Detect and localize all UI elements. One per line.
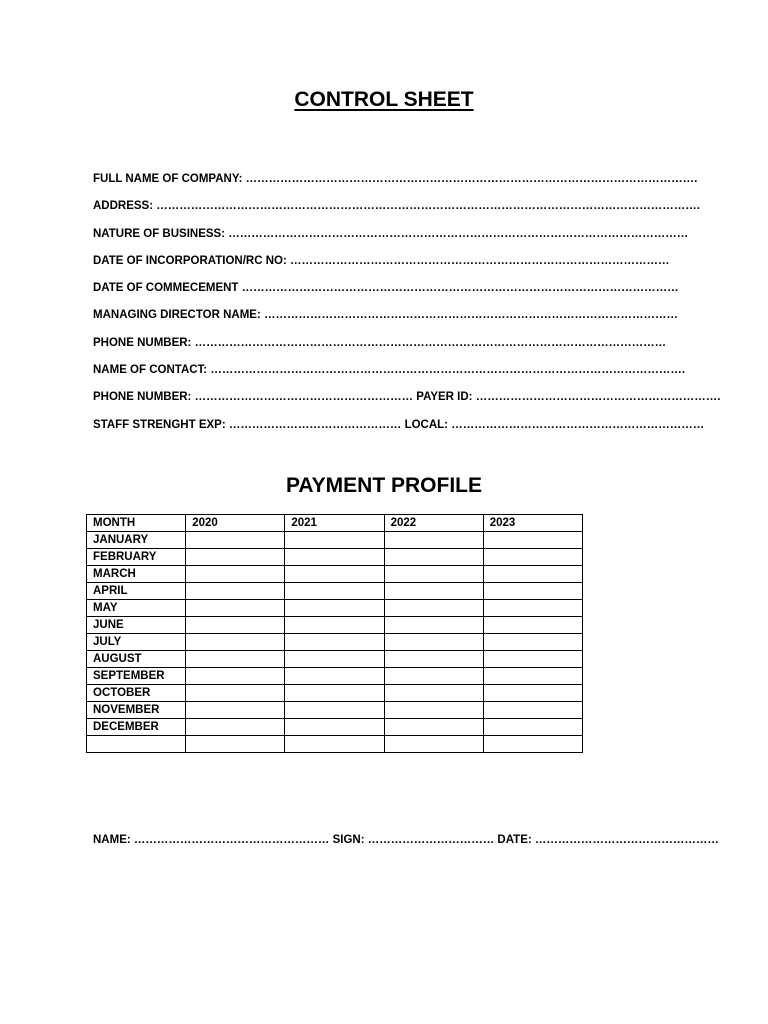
page-title (0, 88, 768, 112)
payment-cell[interactable] (384, 702, 483, 719)
payment-cell[interactable] (186, 532, 285, 549)
payment-cell[interactable] (285, 532, 384, 549)
payment-cell[interactable] (384, 549, 483, 566)
payment-cell[interactable] (186, 668, 285, 685)
month-cell (87, 736, 186, 753)
month-cell: JULY (87, 634, 186, 651)
payment-cell[interactable] (483, 617, 582, 634)
table-row (87, 702, 583, 719)
table-row (87, 719, 583, 736)
payment-cell[interactable] (483, 736, 582, 753)
payment-cell[interactable] (384, 651, 483, 668)
field-address: ADDRESS: ……………………………………………………………………………………………………………………………. (93, 200, 700, 213)
table-row (87, 600, 583, 617)
table-row (87, 685, 583, 702)
field-contact-phone-payer-id: PHONE NUMBER: ………………………………………………… PAYER ID: ………………………………………………………. (93, 391, 721, 404)
signature-line: NAME: …………………………………………… SIGN: …………………………… DATE: ………………………………………… (93, 834, 719, 846)
field-full-name-of-company: FULL NAME OF COMPANY: ………………………………………………………………………………………………………. (93, 173, 698, 185)
month-cell: AUGUST (87, 651, 186, 668)
payment-cell[interactable] (483, 719, 582, 736)
payment-cell[interactable] (186, 736, 285, 753)
table-row (87, 566, 583, 583)
payment-cell[interactable] (285, 651, 384, 668)
table-row (87, 549, 583, 566)
column-header: 2021 (285, 515, 384, 532)
payment-cell[interactable] (483, 651, 582, 668)
table-row (87, 617, 583, 634)
payment-cell[interactable] (384, 719, 483, 736)
payment-cell[interactable] (483, 702, 582, 719)
field-managing-director-name: MANAGING DIRECTOR NAME: ……………………………………………………………………………………………… (93, 309, 679, 322)
field-name-of-contact: NAME OF CONTACT: ……………………………………………………………………………………………………………. (93, 364, 686, 377)
page-title-text: CONTROL SHEET (294, 88, 474, 111)
table-row (87, 736, 583, 753)
field-staff-strength: STAFF STRENGHT EXP: ……………………………………… LOCAL: ………………………………………………………… (93, 418, 705, 431)
payment-cell[interactable] (384, 668, 483, 685)
payment-cell[interactable] (186, 651, 285, 668)
month-cell: DECEMBER (87, 719, 186, 736)
payment-cell[interactable] (285, 736, 384, 753)
payment-cell[interactable] (285, 702, 384, 719)
month-cell: MAY (87, 600, 186, 617)
table-row (87, 583, 583, 600)
payment-cell[interactable] (186, 617, 285, 634)
table-row (87, 668, 583, 685)
table-row (87, 634, 583, 651)
payment-cell[interactable] (384, 617, 483, 634)
field-nature-of-business: NATURE OF BUSINESS: ………………………………………………………………………………………………………… (93, 227, 689, 240)
month-cell: SEPTEMBER (87, 668, 186, 685)
payment-cell[interactable] (186, 566, 285, 583)
column-header: 2023 (483, 515, 582, 532)
column-header: 2020 (186, 515, 285, 532)
payment-cell[interactable] (186, 719, 285, 736)
field-phone-number: PHONE NUMBER: …………………………………………………………………………………………………………… (93, 336, 667, 349)
payment-cell[interactable] (483, 583, 582, 600)
month-cell: NOVEMBER (87, 702, 186, 719)
payment-cell[interactable] (384, 583, 483, 600)
month-cell: JANUARY (87, 532, 186, 549)
payment-cell[interactable] (186, 549, 285, 566)
table-header-row (87, 515, 583, 532)
payment-cell[interactable] (285, 685, 384, 702)
payment-cell[interactable] (285, 719, 384, 736)
payment-cell[interactable] (384, 634, 483, 651)
month-cell: FEBRUARY (87, 549, 186, 566)
payment-profile-title: PAYMENT PROFILE (285, 474, 483, 497)
payment-cell[interactable] (285, 634, 384, 651)
payment-cell[interactable] (483, 549, 582, 566)
payment-cell[interactable] (483, 532, 582, 549)
payment-cell[interactable] (483, 685, 582, 702)
field-date-of-commencement: DATE OF COMMECEMENT …………………………………………………………………………………………………… (93, 282, 679, 295)
month-cell: OCTOBER (87, 685, 186, 702)
payment-cell[interactable] (384, 600, 483, 617)
payment-cell[interactable] (483, 566, 582, 583)
field-date-of-incorporation: DATE OF INCORPORATION/RC NO: ……………………………………………………………………………………… (93, 254, 670, 267)
payment-cell[interactable] (384, 566, 483, 583)
payment-cell[interactable] (483, 634, 582, 651)
payment-cell[interactable] (384, 685, 483, 702)
payment-cell[interactable] (483, 668, 582, 685)
payment-cell[interactable] (186, 634, 285, 651)
payment-cell[interactable] (483, 600, 582, 617)
table-row (87, 532, 583, 549)
company-details (93, 171, 721, 444)
payment-cell[interactable] (285, 549, 384, 566)
payment-cell[interactable] (384, 532, 483, 549)
column-header: 2022 (384, 515, 483, 532)
table-row (87, 651, 583, 668)
month-cell: JUNE (87, 617, 186, 634)
payment-cell[interactable] (285, 566, 384, 583)
payment-profile-table (86, 514, 583, 753)
column-header: MONTH (87, 515, 186, 532)
month-cell: MARCH (87, 566, 186, 583)
payment-cell[interactable] (285, 600, 384, 617)
payment-cell[interactable] (186, 702, 285, 719)
payment-cell[interactable] (285, 583, 384, 600)
table-body (87, 532, 583, 753)
payment-cell[interactable] (285, 668, 384, 685)
payment-cell[interactable] (384, 736, 483, 753)
month-cell: APRIL (87, 583, 186, 600)
payment-cell[interactable] (186, 600, 285, 617)
payment-cell[interactable] (285, 617, 384, 634)
payment-cell[interactable] (186, 583, 285, 600)
payment-cell[interactable] (186, 685, 285, 702)
